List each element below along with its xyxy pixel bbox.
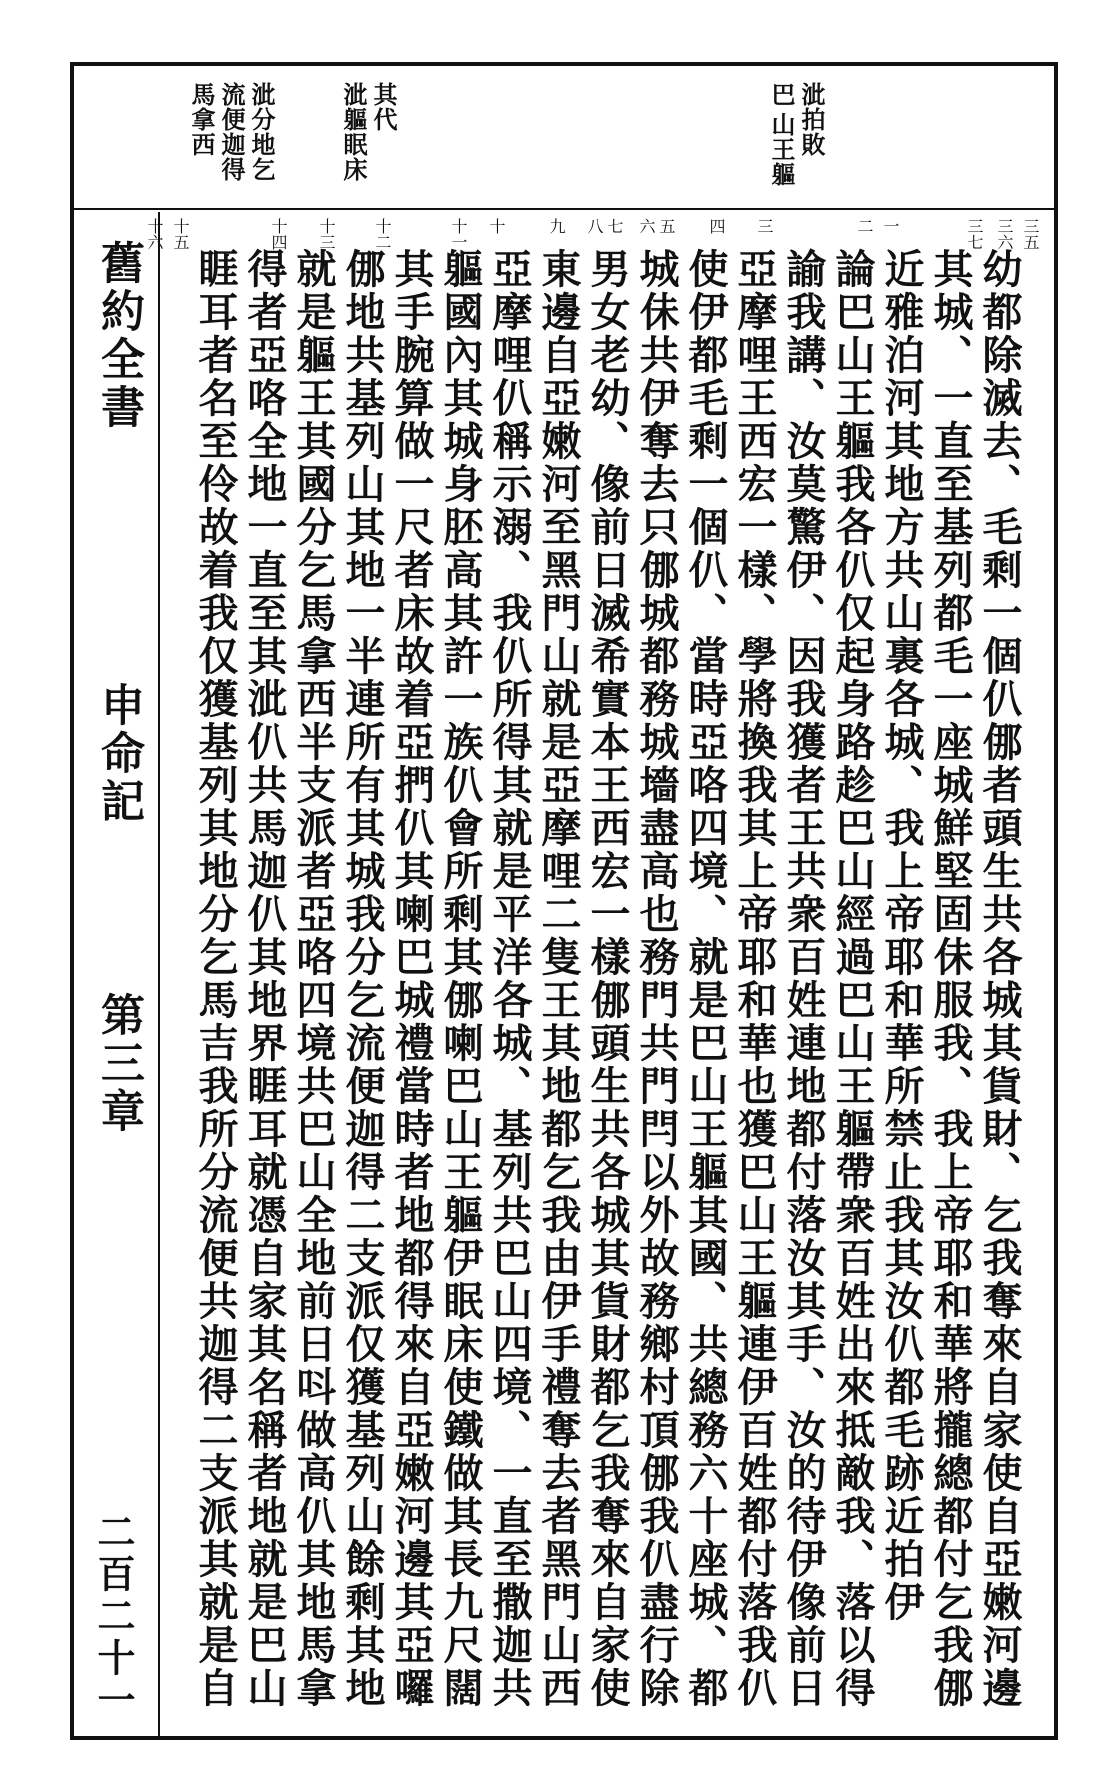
note-3: 泚軀眠床 bbox=[339, 82, 368, 182]
verse-number: 十六 bbox=[145, 218, 164, 250]
note-4: 其代 bbox=[369, 82, 398, 132]
text-column: 城佅共伊奪去只㑚城都務城墻盡高也務門共門閂以外故務鄉村頂㑚我仈盡行除 bbox=[633, 248, 680, 1710]
verse-number: 八 bbox=[585, 218, 604, 234]
text-column: 亞摩哩仈稱示溺、我仈所得其就是平洋各城、基列共巴山四境、一直至撒迦共 bbox=[486, 248, 533, 1710]
text-column: 亞摩哩王西宏一樣、學將換我其上帝耶和華也獲巴山王軀連伊百姓都付落我仈 bbox=[731, 248, 778, 1710]
note-2: 山王軀 bbox=[767, 112, 796, 187]
text-column: 睚耳者名至伶故着我仅獲基列其地分乞馬吉我所分流便共迦得二支派其就是自 bbox=[192, 248, 239, 1710]
text-column: 就是軀王其國分乞馬拿西半支派者亞咯四境共巴山全地前日呌做高仈其地馬拿 bbox=[290, 248, 337, 1710]
running-title-column bbox=[70, 212, 164, 1738]
verse-number: 六 bbox=[637, 218, 656, 234]
verse-number: 七 bbox=[605, 218, 624, 234]
verse-number: 三七 bbox=[965, 218, 984, 250]
text-column: 東邊自亞嫩河至黑門山就是亞摩哩二隻王其地都乞我由伊手禮奪去者黑門山西 bbox=[535, 248, 582, 1710]
verse-number: 十一 bbox=[449, 218, 468, 250]
verse-number: 十 bbox=[487, 218, 506, 234]
note-7: 馬拿西 bbox=[187, 82, 216, 157]
book-title: 申命記 bbox=[93, 682, 144, 826]
text-column: 其手腕算做一尺者床故着亞捫仈其喇巴城禮當時者地都得來自亞嫩河邊其亞囉 bbox=[388, 248, 435, 1710]
verse-number: 三五 bbox=[1021, 218, 1040, 250]
verse-number: 十五 bbox=[171, 218, 190, 250]
verse-number: 十四 bbox=[269, 218, 288, 250]
running-title: 舊約全書 bbox=[93, 240, 144, 432]
verse-number: 九 bbox=[547, 218, 566, 234]
verse-number: 三 bbox=[755, 218, 774, 234]
verse-number: 十三 bbox=[317, 218, 336, 250]
text-column: 得者亞咯全地一直至其泚仈共馬迦仈其地界睚耳就憑自家其名稱者地就是巴山 bbox=[241, 248, 288, 1710]
text-column: 幼都除滅去、毛剩一個仈㑚者頭生共各城其貨財、乞我奪來自家使自亞嫩河邊 bbox=[976, 248, 1023, 1710]
text-column: 㑚地共基列山其地一半連所有其城我分乞流便迦得二支派仅獲基列山餘剩其地 bbox=[339, 248, 386, 1710]
text-column: 其城、一直至基列都毛一座城鮮堅固佅服我、我上帝耶和華將攏總都付乞我㑚 bbox=[927, 248, 974, 1710]
verse-number: 四 bbox=[707, 218, 726, 234]
note-5: 泚分地乞 bbox=[247, 82, 276, 182]
verse-number: 五 bbox=[657, 218, 676, 234]
text-column: 軀國內其城身胚高其許一族仈會所剩其㑚喇巴山王軀伊眠床使鐵做其長九尺闊 bbox=[437, 248, 484, 1710]
text-column: 諭我講、汝莫驚伊、因我獲者王共衆百姓連地都付落汝其手、汝的待伊像前日 bbox=[780, 248, 827, 1710]
text-column: 近雅泊河其地方共山裏各城、我上帝耶和華所禁止我其汝仈都毛跡近拍伊 bbox=[878, 248, 925, 1624]
text-column: 使伊都毛剩一個仈、當時亞咯四境、就是巴山王軀其國、共總務六十座城、都 bbox=[682, 248, 729, 1710]
verse-number: 十二 bbox=[373, 218, 392, 250]
note-1: 泚拍敗 bbox=[797, 82, 826, 157]
chapter-title: 第三章 bbox=[93, 992, 144, 1136]
text-column: 論巴山王軀我各仈仅起身路趁巴山經過巴山王軀帶衆百姓出來抵敵我、落以得 bbox=[829, 248, 876, 1710]
note-1-label: 巴 bbox=[767, 82, 796, 107]
verse-number: 三六 bbox=[995, 218, 1014, 250]
text-body bbox=[168, 248, 1024, 1728]
text-column: 男女老幼、像前日滅希實本王西宏一樣㑚頭生共各城其貨財都乞我奪來自家使 bbox=[584, 248, 631, 1710]
verse-number: 一 bbox=[881, 218, 900, 234]
note-6: 流便迦得 bbox=[217, 82, 246, 182]
page-number: 二百二十一 bbox=[91, 1512, 136, 1722]
verse-number: 二 bbox=[855, 218, 874, 234]
